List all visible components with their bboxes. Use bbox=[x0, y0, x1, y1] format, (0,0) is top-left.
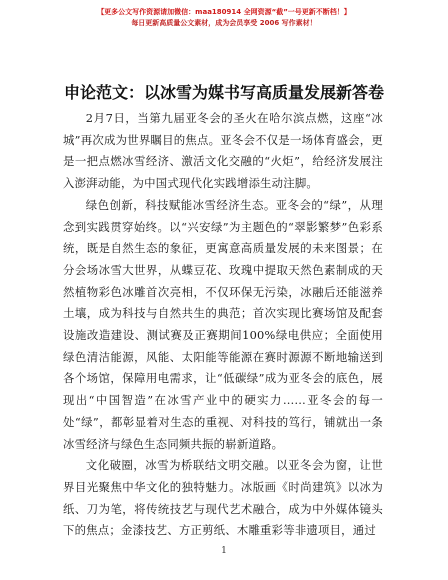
page-title: 申论范文：以冰雪为媒书写高质量发展新答卷 bbox=[63, 83, 384, 102]
paragraph: 文化破圈，冰雪为桥联结文明交融。以亚冬会为窗，让世界目光聚焦中华文化的独特魅力。冰版画《时尚建筑》以冰为纸、刀为笔，将传统技艺与现代艺术融合，成为中外媒体镜头下的焦点；金漆技艺、方正剪纸、木雕重彩等非遗项目，通过 bbox=[63, 458, 383, 538]
document-body bbox=[63, 108, 383, 542]
page-number: 1 bbox=[221, 546, 227, 556]
banner-line-1: 【更多公文写作资源请加微信：maa180914 全网资源“截”一号更新不断档！】 bbox=[97, 8, 351, 16]
banner-line-2: 每日更新高质量公文素材，成为会员享受 2006 写作素材！ bbox=[131, 19, 317, 27]
header-banner bbox=[0, 7, 448, 29]
paragraph: 2月7日，当第九届亚冬会的圣火在哈尔滨点燃，这座“冰城”再次成为世界瞩目的焦点。亚冬会不仅是一场体育盛会，更是一把点燃冰雪经济、激活文化交融的“火炬”，给经济发展注入澎湃动能，为中国式现代化实践增添生动注脚。 bbox=[63, 111, 383, 191]
paragraph: 绿色创新，科技赋能冰雪经济生态。亚冬会的“绿”，从理念到实践贯穿始终。以“兴安绿”为主题色的“翠影繁梦”色彩系统，既是自然生态的象征，更寓意高质量发展的未来图景；在分会场冰雪大世界，从蝶豆花、玫瑰中提取天然色素制成的天然植物彩色冰雕首次亮相，不仅环保无污染，冰融后还能滋养土壤，成为科技与自然共生的典范；首次实现比赛场馆及配套设施改造建设、测试赛及正赛期间100%绿电供应；全面使用绿色清洁能源，风能、太阳能等能源在赛时源源不断地输送到各个场馆，保障用电需求，让“低碳绿”成为亚冬会的底色，展现出“中国智造”在冰雪产业中的硬实力……亚冬会的每一处“绿”，都彰显着对生态的重视、对科技的笃行，铺就出一条冰雪经济与绿色生态同频共振的崭新道路。 bbox=[63, 197, 383, 451]
